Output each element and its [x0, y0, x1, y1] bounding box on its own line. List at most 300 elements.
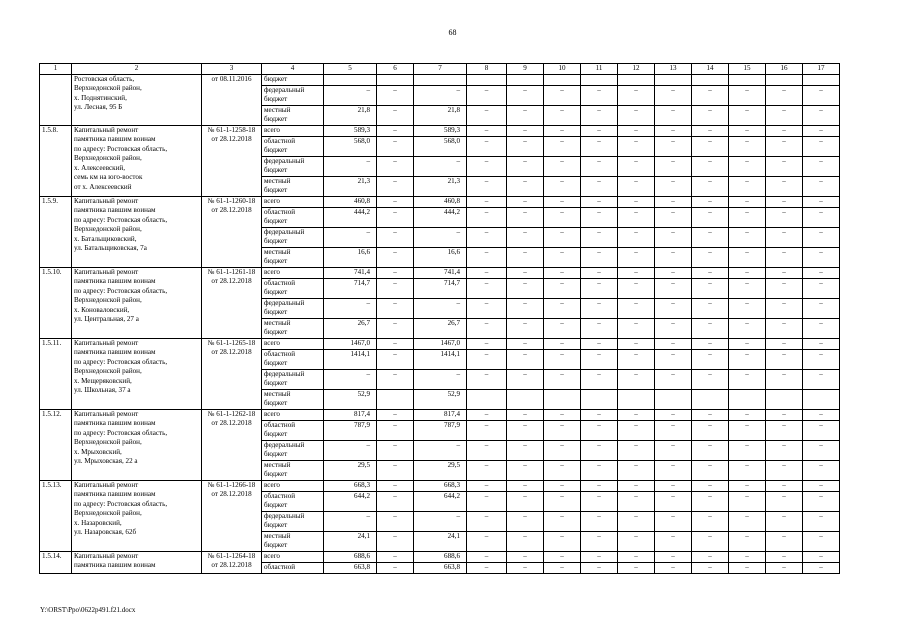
value-col-7: 460,8 — [414, 196, 467, 207]
value-col-6: – — [377, 247, 414, 267]
value-col-9: – — [507, 491, 544, 511]
value-col-16: – — [766, 318, 803, 338]
item-number: 1.5.12. — [40, 409, 72, 480]
value-col-8: – — [467, 156, 507, 176]
value-col-12 — [618, 389, 655, 409]
value-col-10: – — [544, 136, 581, 156]
value-col-7: 16,6 — [414, 247, 467, 267]
value-col-9: – — [507, 176, 544, 196]
value-col-9: – — [507, 551, 544, 562]
value-col-17: – — [803, 267, 840, 278]
funding-source: областной бюджет — [262, 349, 324, 369]
value-col-11: – — [581, 531, 618, 551]
value-total: 21,8 — [324, 105, 377, 125]
value-col-9: – — [507, 196, 544, 207]
value-col-15: – — [729, 531, 766, 551]
funding-source: местный бюджет — [262, 460, 324, 480]
value-col-15: – — [729, 562, 766, 573]
value-col-11 — [581, 74, 618, 85]
value-col-12: – — [618, 369, 655, 389]
value-col-11: – — [581, 176, 618, 196]
value-col-11: – — [581, 278, 618, 298]
value-total: – — [324, 369, 377, 389]
value-col-11: – — [581, 420, 618, 440]
value-col-14: – — [692, 156, 729, 176]
value-col-15: – — [729, 318, 766, 338]
value-col-13: – — [655, 176, 692, 196]
item-number: 1.5.10. — [40, 267, 72, 338]
value-col-10: – — [544, 176, 581, 196]
funding-source: федеральный бюджет — [262, 85, 324, 105]
funding-source: всего — [262, 338, 324, 349]
value-col-10: – — [544, 298, 581, 318]
item-name: Капитальный ремонт памятника павшим воинам по адресу: Ростовская область, Верхнедонской район, х. Батальщиковский, ул. Батальщиковская, 7а — [72, 196, 202, 267]
value-col-12: – — [618, 85, 655, 105]
column-number: 8 — [467, 64, 507, 75]
value-col-6: – — [377, 156, 414, 176]
document-reference: от 08.11.2016 — [202, 74, 262, 125]
column-number-row — [40, 64, 840, 75]
value-col-17: – — [803, 318, 840, 338]
value-col-17: – — [803, 338, 840, 349]
value-col-17: – — [803, 156, 840, 176]
value-col-8: – — [467, 278, 507, 298]
table-row — [40, 125, 840, 136]
value-col-17 — [803, 74, 840, 85]
value-col-11 — [581, 389, 618, 409]
value-col-9: – — [507, 318, 544, 338]
value-col-15: – — [729, 551, 766, 562]
value-col-10: – — [544, 562, 581, 573]
value-col-16: – — [766, 480, 803, 491]
value-col-7: – — [414, 227, 467, 247]
column-number: 13 — [655, 64, 692, 75]
value-col-13: – — [655, 551, 692, 562]
value-col-17: – — [803, 125, 840, 136]
value-col-8: – — [467, 460, 507, 480]
value-col-12: – — [618, 491, 655, 511]
value-col-16: – — [766, 420, 803, 440]
value-col-6: – — [377, 207, 414, 227]
value-col-17: – — [803, 480, 840, 491]
document-reference: № 61-1-1264-18 от 28.12.2018 — [202, 551, 262, 573]
value-total: 29,5 — [324, 460, 377, 480]
item-number: 1.5.14. — [40, 551, 72, 573]
value-col-13: – — [655, 491, 692, 511]
value-col-13: – — [655, 298, 692, 318]
value-col-14 — [692, 74, 729, 85]
value-col-14: – — [692, 105, 729, 125]
funding-source: федеральный бюджет — [262, 440, 324, 460]
document-reference: № 61-1-1262-18 от 28.12.2018 — [202, 409, 262, 480]
item-name: Капитальный ремонт памятника павшим воинам по адресу: Ростовская область, Верхнедонской район, х. Мещеряковский, ул. Школьная, 37 а — [72, 338, 202, 409]
value-col-11: – — [581, 298, 618, 318]
value-col-12: – — [618, 207, 655, 227]
value-col-10: – — [544, 338, 581, 349]
value-col-14: – — [692, 85, 729, 105]
table-row — [40, 480, 840, 491]
value-col-17: – — [803, 420, 840, 440]
value-col-16: – — [766, 562, 803, 573]
value-col-14: – — [692, 562, 729, 573]
value-total: 460,8 — [324, 196, 377, 207]
value-col-10 — [544, 74, 581, 85]
value-total: 568,0 — [324, 136, 377, 156]
value-col-16: – — [766, 511, 803, 531]
value-col-14: – — [692, 176, 729, 196]
value-col-14: – — [692, 227, 729, 247]
value-col-7: 52,9 — [414, 389, 467, 409]
value-col-15: – — [729, 227, 766, 247]
value-col-13: – — [655, 125, 692, 136]
value-col-11: – — [581, 207, 618, 227]
value-col-11: – — [581, 480, 618, 491]
value-col-17 — [803, 389, 840, 409]
value-col-13: – — [655, 338, 692, 349]
funding-source: местный бюджет — [262, 389, 324, 409]
value-col-15: – — [729, 85, 766, 105]
funding-source: областной бюджет — [262, 420, 324, 440]
value-col-12: – — [618, 136, 655, 156]
value-col-9: – — [507, 156, 544, 176]
value-col-8: – — [467, 562, 507, 573]
value-col-10: – — [544, 420, 581, 440]
value-col-8: – — [467, 318, 507, 338]
value-col-16: – — [766, 207, 803, 227]
value-col-17: – — [803, 440, 840, 460]
value-col-6: – — [377, 349, 414, 369]
item-name: Капитальный ремонт памятника павшим воинам по адресу: Ростовская область, Верхнедонской район, х. Алексеевский, семь км на юго-восток от х. Алексеевский — [72, 125, 202, 196]
value-total: 668,3 — [324, 480, 377, 491]
value-col-12: – — [618, 196, 655, 207]
value-col-9: – — [507, 420, 544, 440]
value-col-10: – — [544, 247, 581, 267]
value-col-13: – — [655, 227, 692, 247]
value-col-7: – — [414, 298, 467, 318]
value-col-7: – — [414, 511, 467, 531]
funding-source: всего — [262, 480, 324, 491]
value-col-11: – — [581, 491, 618, 511]
value-col-15: – — [729, 247, 766, 267]
value-col-8: – — [467, 369, 507, 389]
funding-source: областной бюджет — [262, 491, 324, 511]
value-col-16: – — [766, 105, 803, 125]
value-col-12: – — [618, 562, 655, 573]
value-col-6 — [377, 74, 414, 85]
value-col-11: – — [581, 196, 618, 207]
document-reference: № 61-1-1265-18 от 28.12.2018 — [202, 338, 262, 409]
value-col-10: – — [544, 511, 581, 531]
value-col-11: – — [581, 511, 618, 531]
value-col-13: – — [655, 207, 692, 227]
value-col-8: – — [467, 298, 507, 318]
value-col-12: – — [618, 156, 655, 176]
value-col-8: – — [467, 491, 507, 511]
value-total: 688,6 — [324, 551, 377, 562]
value-col-9: – — [507, 480, 544, 491]
item-name: Капитальный ремонт памятника павшим воинам — [72, 551, 202, 573]
value-col-10 — [544, 389, 581, 409]
value-col-14: – — [692, 318, 729, 338]
value-col-15: – — [729, 207, 766, 227]
value-col-8: – — [467, 136, 507, 156]
value-col-9: – — [507, 369, 544, 389]
table-row — [40, 551, 840, 562]
value-col-8: – — [467, 409, 507, 420]
value-col-6: – — [377, 562, 414, 573]
value-col-10: – — [544, 85, 581, 105]
value-col-6: – — [377, 176, 414, 196]
value-col-7: 21,8 — [414, 105, 467, 125]
value-col-10: – — [544, 369, 581, 389]
value-col-14: – — [692, 196, 729, 207]
value-col-9: – — [507, 136, 544, 156]
funding-source: местный бюджет — [262, 531, 324, 551]
document-reference: № 61-1-1260-18 от 28.12.2018 — [202, 196, 262, 267]
value-col-12: – — [618, 420, 655, 440]
value-col-13: – — [655, 420, 692, 440]
value-col-7: 29,5 — [414, 460, 467, 480]
value-col-15: – — [729, 338, 766, 349]
value-col-17: – — [803, 227, 840, 247]
value-col-11: – — [581, 460, 618, 480]
value-col-16: – — [766, 196, 803, 207]
funding-source: всего — [262, 551, 324, 562]
value-col-15 — [729, 74, 766, 85]
value-col-8: – — [467, 267, 507, 278]
funding-source: областной бюджет — [262, 207, 324, 227]
value-col-16: – — [766, 298, 803, 318]
value-col-16 — [766, 389, 803, 409]
value-col-11: – — [581, 318, 618, 338]
value-col-13: – — [655, 278, 692, 298]
document-reference: № 61-1-1261-18 от 28.12.2018 — [202, 267, 262, 338]
column-number: 1 — [40, 64, 72, 75]
value-col-7: 817,4 — [414, 409, 467, 420]
value-col-6: – — [377, 460, 414, 480]
value-col-13: – — [655, 369, 692, 389]
value-col-10: – — [544, 551, 581, 562]
document-reference: № 61-1-1266-18 от 28.12.2018 — [202, 480, 262, 551]
value-total: – — [324, 227, 377, 247]
value-col-9: – — [507, 125, 544, 136]
value-total: 817,4 — [324, 409, 377, 420]
value-total: 1414,1 — [324, 349, 377, 369]
value-col-17: – — [803, 531, 840, 551]
value-col-13: – — [655, 156, 692, 176]
value-col-6: – — [377, 85, 414, 105]
value-col-9: – — [507, 440, 544, 460]
value-col-8: – — [467, 227, 507, 247]
value-col-7: 21,3 — [414, 176, 467, 196]
value-col-16: – — [766, 176, 803, 196]
value-total: 52,9 — [324, 389, 377, 409]
value-col-17: – — [803, 409, 840, 420]
value-col-14: – — [692, 511, 729, 531]
value-col-6: – — [377, 511, 414, 531]
value-col-13: – — [655, 531, 692, 551]
item-name: Капитальный ремонт памятника павшим воинам по адресу: Ростовская область, Верхнедонской район, х. Коноваловский, ул. Центральная, 27 а — [72, 267, 202, 338]
value-col-9: – — [507, 338, 544, 349]
value-col-13: – — [655, 196, 692, 207]
value-col-8: – — [467, 338, 507, 349]
value-col-7: 26,7 — [414, 318, 467, 338]
value-col-12: – — [618, 318, 655, 338]
value-col-16: – — [766, 349, 803, 369]
value-col-14: – — [692, 125, 729, 136]
value-col-11: – — [581, 125, 618, 136]
value-col-8: – — [467, 105, 507, 125]
value-col-16: – — [766, 440, 803, 460]
value-col-11: – — [581, 136, 618, 156]
funding-source: местный бюджет — [262, 247, 324, 267]
funding-source: всего — [262, 267, 324, 278]
value-total: 714,7 — [324, 278, 377, 298]
value-col-8: – — [467, 176, 507, 196]
value-col-13 — [655, 74, 692, 85]
document-reference: № 61-1-1258-18 от 28.12.2018 — [202, 125, 262, 196]
value-col-15: – — [729, 105, 766, 125]
value-col-8: – — [467, 551, 507, 562]
value-col-15: – — [729, 267, 766, 278]
value-col-10: – — [544, 156, 581, 176]
value-col-13: – — [655, 409, 692, 420]
value-col-11: – — [581, 562, 618, 573]
value-col-16: – — [766, 156, 803, 176]
value-col-14: – — [692, 440, 729, 460]
value-col-8: – — [467, 125, 507, 136]
value-total: – — [324, 85, 377, 105]
page-number: 68 — [448, 28, 457, 37]
value-col-7: 568,0 — [414, 136, 467, 156]
value-total: 644,2 — [324, 491, 377, 511]
value-col-12: – — [618, 349, 655, 369]
value-col-17: – — [803, 298, 840, 318]
value-col-16: – — [766, 491, 803, 511]
item-number — [40, 74, 72, 125]
value-col-12: – — [618, 227, 655, 247]
value-col-15: – — [729, 349, 766, 369]
value-col-16: – — [766, 85, 803, 105]
value-col-12: – — [618, 176, 655, 196]
value-col-17: – — [803, 278, 840, 298]
value-col-14: – — [692, 136, 729, 156]
value-col-17: – — [803, 247, 840, 267]
column-number: 7 — [414, 64, 467, 75]
value-col-12: – — [618, 278, 655, 298]
value-total: 787,9 — [324, 420, 377, 440]
value-col-11: – — [581, 369, 618, 389]
value-col-11: – — [581, 338, 618, 349]
funding-source: областной — [262, 562, 324, 573]
item-name: Капитальный ремонт памятника павшим воинам по адресу: Ростовская область, Верхнедонской район, х. Мрыховский, ул. Мрыховская, 22 а — [72, 409, 202, 480]
funding-source: федеральный бюджет — [262, 156, 324, 176]
value-col-17: – — [803, 491, 840, 511]
value-total: 741,4 — [324, 267, 377, 278]
value-col-7: 644,2 — [414, 491, 467, 511]
value-col-6: – — [377, 491, 414, 511]
table-row — [40, 409, 840, 420]
value-col-6 — [377, 389, 414, 409]
value-col-17: – — [803, 369, 840, 389]
value-col-14: – — [692, 247, 729, 267]
value-col-17: – — [803, 196, 840, 207]
column-number: 17 — [803, 64, 840, 75]
value-col-11: – — [581, 349, 618, 369]
value-col-14 — [692, 389, 729, 409]
value-col-8: – — [467, 531, 507, 551]
value-col-17: – — [803, 85, 840, 105]
value-col-16: – — [766, 278, 803, 298]
item-number: 1.5.11. — [40, 338, 72, 409]
value-col-8 — [467, 389, 507, 409]
value-col-13: – — [655, 85, 692, 105]
value-col-10: – — [544, 267, 581, 278]
value-col-10: – — [544, 409, 581, 420]
value-col-8: – — [467, 480, 507, 491]
funding-source: федеральный бюджет — [262, 227, 324, 247]
value-col-6: – — [377, 480, 414, 491]
value-col-9: – — [507, 409, 544, 420]
value-col-9: – — [507, 227, 544, 247]
value-col-9: – — [507, 105, 544, 125]
column-number: 5 — [324, 64, 377, 75]
value-col-15: – — [729, 440, 766, 460]
funding-source: областной бюджет — [262, 278, 324, 298]
value-col-6: – — [377, 136, 414, 156]
value-col-16: – — [766, 227, 803, 247]
value-col-14: – — [692, 409, 729, 420]
footer-file-path: Y:\ORST\Ppo\0622p491.f21.docx — [40, 606, 136, 614]
item-name: Капитальный ремонт памятника павшим воинам по адресу: Ростовская область, Верхнедонской район, х. Назаровский, ул. Назаровская, 62б — [72, 480, 202, 551]
value-total: – — [324, 440, 377, 460]
value-col-13: – — [655, 267, 692, 278]
value-col-11: – — [581, 85, 618, 105]
value-col-10: – — [544, 105, 581, 125]
value-col-13: – — [655, 318, 692, 338]
value-col-6: – — [377, 440, 414, 460]
value-col-12: – — [618, 551, 655, 562]
value-col-16: – — [766, 460, 803, 480]
value-col-9: – — [507, 278, 544, 298]
value-col-15 — [729, 389, 766, 409]
value-total: 589,3 — [324, 125, 377, 136]
column-number: 6 — [377, 64, 414, 75]
value-col-13: – — [655, 247, 692, 267]
column-number: 9 — [507, 64, 544, 75]
value-col-14: – — [692, 420, 729, 440]
value-total: 26,7 — [324, 318, 377, 338]
value-col-6: – — [377, 409, 414, 420]
value-col-7: 589,3 — [414, 125, 467, 136]
funding-source: всего — [262, 196, 324, 207]
value-col-6: – — [377, 369, 414, 389]
value-col-6: – — [377, 298, 414, 318]
value-col-7: – — [414, 440, 467, 460]
value-col-10: – — [544, 125, 581, 136]
value-col-14: – — [692, 480, 729, 491]
value-col-10: – — [544, 207, 581, 227]
column-number: 2 — [72, 64, 202, 75]
value-col-6: – — [377, 278, 414, 298]
value-col-11: – — [581, 409, 618, 420]
value-total: 444,2 — [324, 207, 377, 227]
value-total: 21,3 — [324, 176, 377, 196]
value-col-16: – — [766, 247, 803, 267]
value-col-10: – — [544, 196, 581, 207]
value-col-17: – — [803, 460, 840, 480]
value-total: 16,6 — [324, 247, 377, 267]
